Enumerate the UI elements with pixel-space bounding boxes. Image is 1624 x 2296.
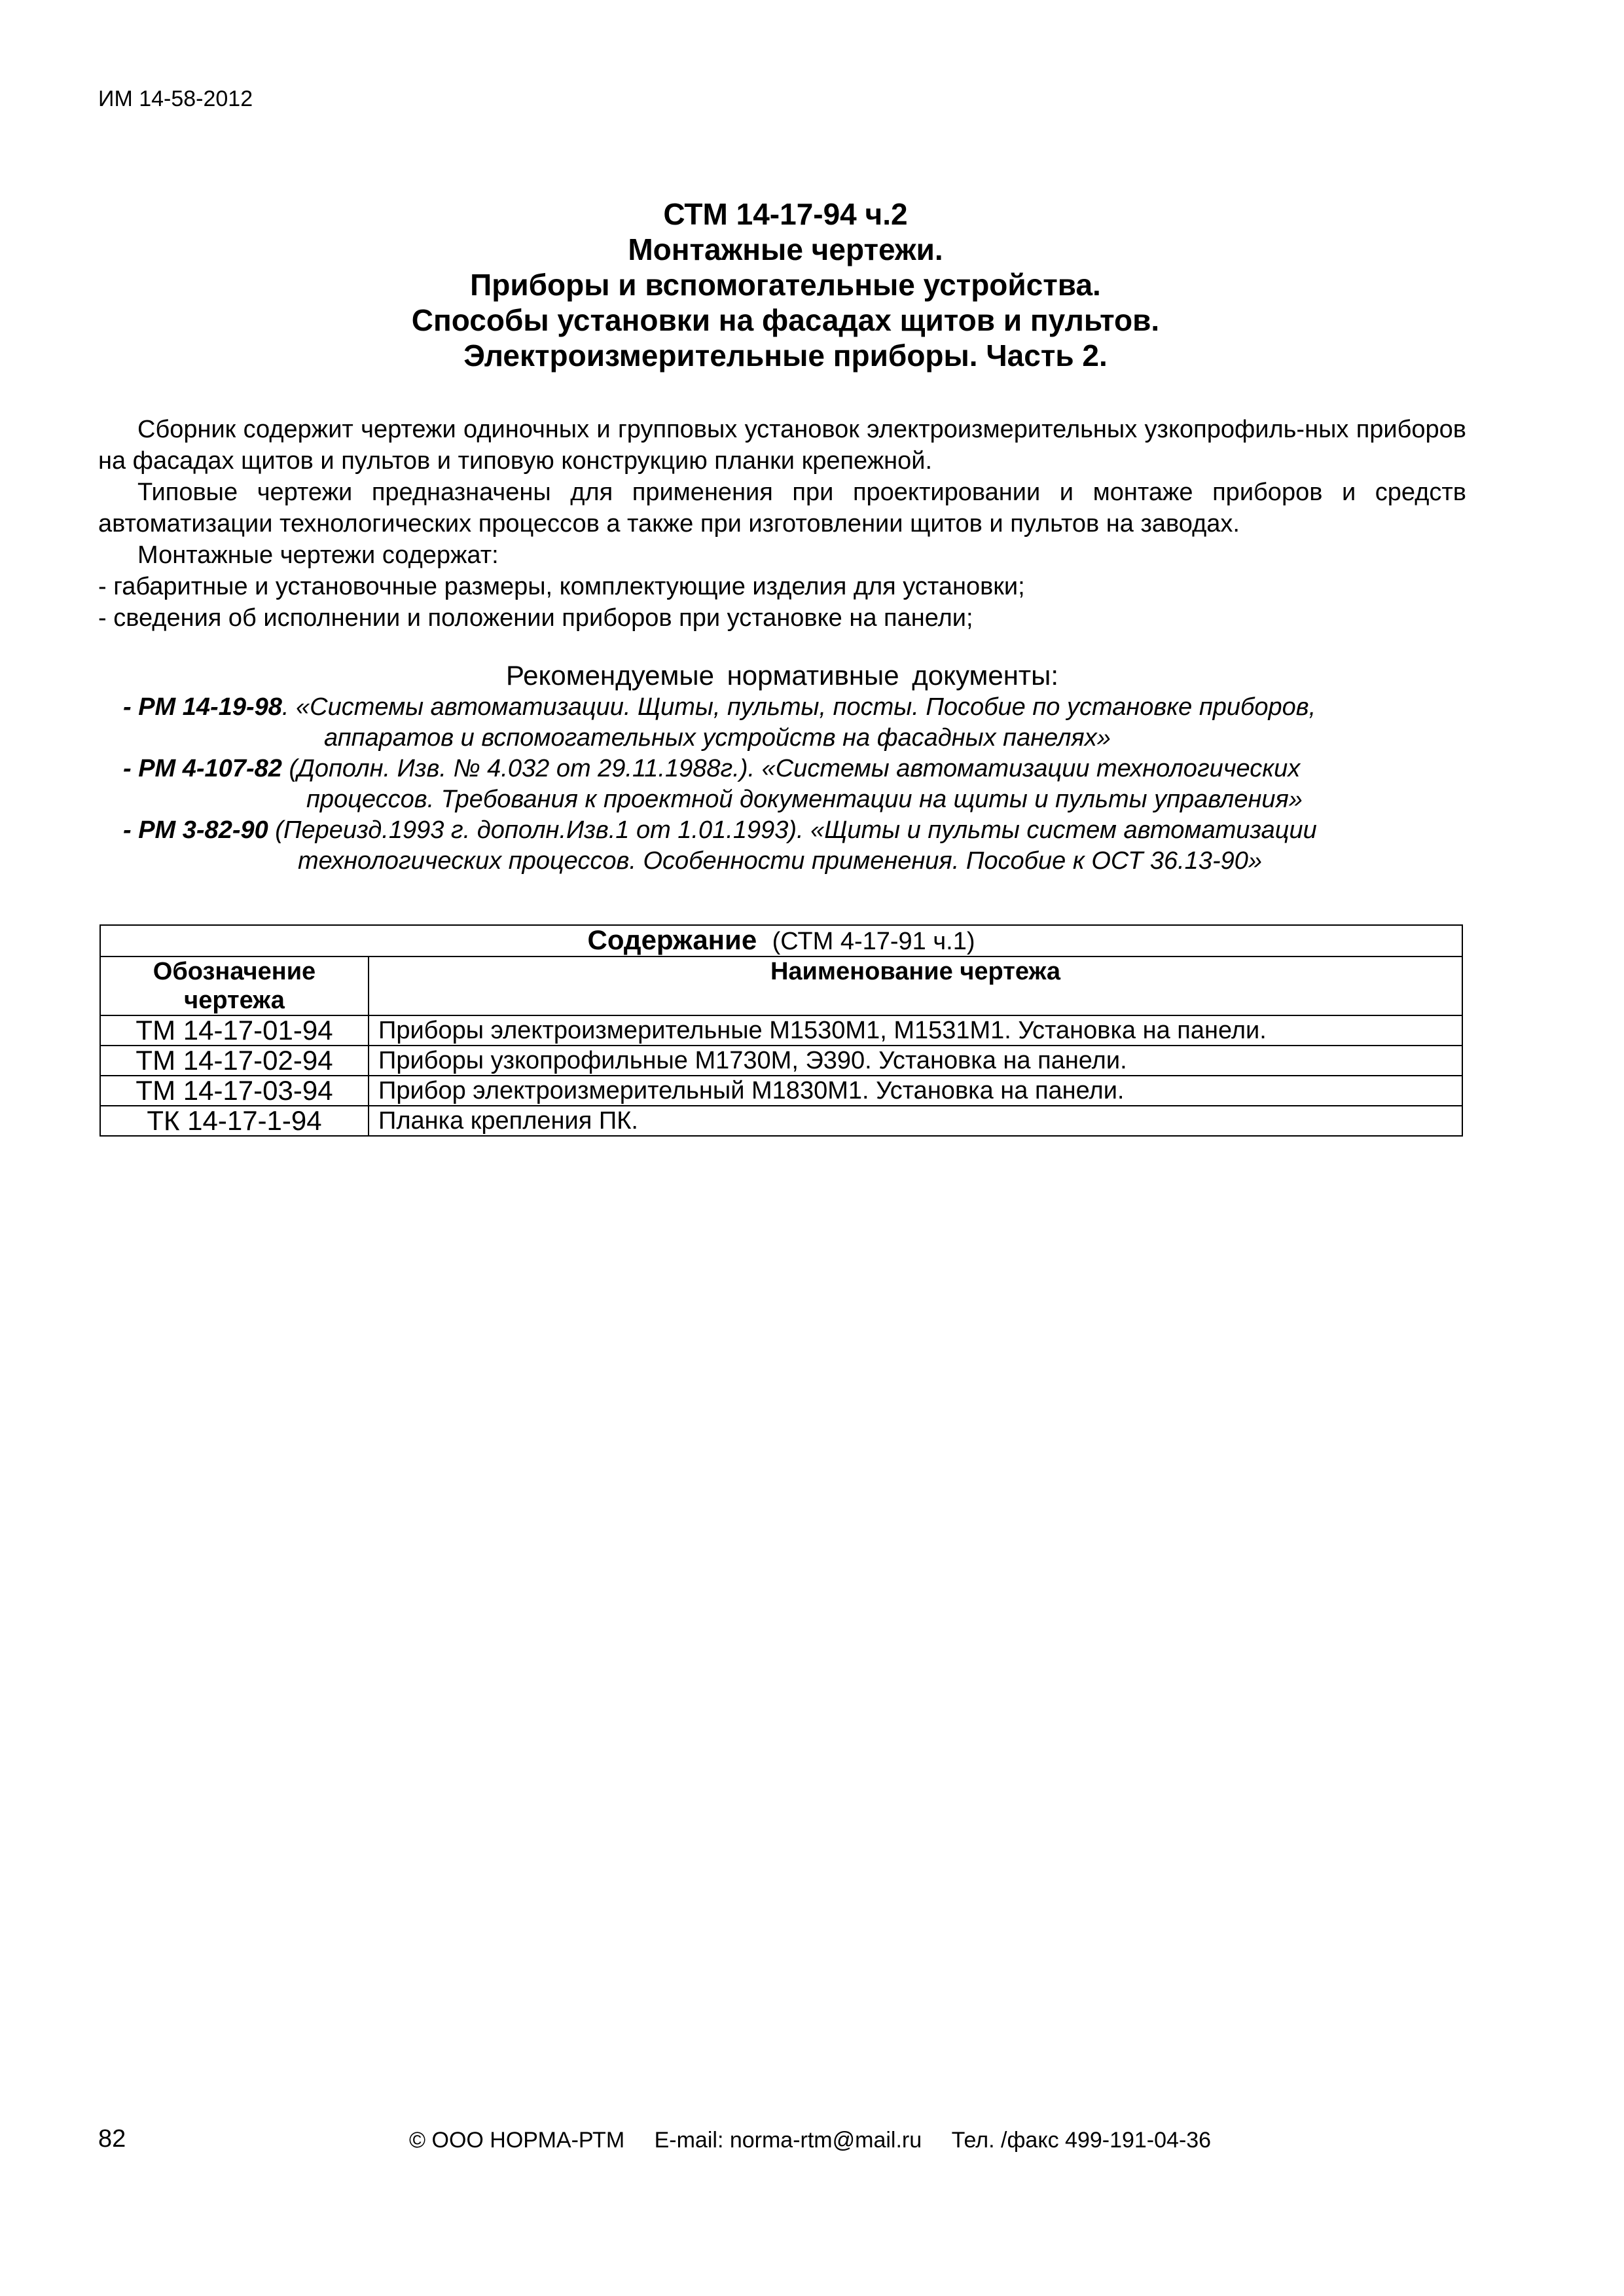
footer-phone: Тел. /факс 499-191-04-36 (951, 2128, 1212, 2153)
recommended-item (98, 692, 1466, 754)
column-header-name: Наименование чертежа (369, 957, 1462, 1015)
rec-note: (Дополн. Изв. № 4.032 от 29.11.1988г.). (281, 755, 762, 782)
footer-email: E-mail: norma-rtm@mail.ru (654, 2128, 922, 2153)
footer-company: © ООО НОРМА-РТМ (409, 2128, 625, 2153)
contents-caption (100, 925, 1462, 957)
title-line: Способы установки на фасадах щитов и пультов. (411, 303, 1160, 337)
contents-caption-note: (СТМ 4-17-91 ч.1) (772, 928, 975, 955)
recommended-item (98, 815, 1466, 877)
recommended-heading: Рекомендуемые нормативные документы: (505, 660, 1059, 691)
drawing-code: ТК 14-17-1-94 (100, 1106, 369, 1136)
contents-caption-title: Содержание (587, 924, 757, 955)
rec-text: «Щиты и пульты систем автоматизации (810, 816, 1317, 844)
rec-text: аппаратов и вспомогательных устройств на фасадных панелях» (324, 724, 1111, 752)
drawing-name: Прибор электроизмерительный М1830М1. Установка на панели. (369, 1076, 1462, 1106)
intro-paragraph: Монтажные чертежи содержат: (137, 541, 499, 569)
drawing-name: Приборы узкопрофильные М1730М, Э390. Установка на панели. (369, 1046, 1462, 1076)
rec-note: (Переизд.1993 г. дополн.Изв.1 от 1.01.1993). (268, 816, 811, 844)
drawing-code: ТМ 14-17-02-94 (100, 1046, 369, 1076)
rec-code: - РМ 3-82-90 (123, 816, 268, 844)
title-line: Приборы и вспомогательные устройства. (470, 268, 1101, 302)
drawing-code: ТМ 14-17-03-94 (100, 1076, 369, 1106)
intro-bullet: - габаритные и установочные размеры, комплектующие изделия для установки; (98, 573, 1025, 600)
drawing-name: Приборы электроизмерительные М1530М1, М1531М1. Установка на панели. (369, 1015, 1462, 1046)
recommended-item (98, 754, 1466, 815)
rec-note: . (281, 693, 297, 721)
rec-text: процессов. Требования к проектной документации на щиты и пульты управления» (306, 786, 1303, 813)
contents-table (99, 924, 1463, 1137)
table-row (100, 1076, 1462, 1106)
table-row (100, 1015, 1462, 1046)
rec-text: «Системы автоматизации технологических (761, 755, 1301, 782)
rec-text: технологических процессов. Особенности применения. Пособие к ОСТ 36.13-90» (298, 847, 1263, 875)
document-title (98, 196, 1473, 373)
intro-bullet: - сведения об исполнении и положении приборов при установке на панели; (98, 604, 973, 632)
page-number: 82 (98, 2125, 126, 2153)
footer (409, 2128, 1235, 2153)
document-code: ИМ 14-58-2012 (98, 86, 253, 111)
rec-code: - РМ 4-107-82 (123, 755, 282, 782)
title-line: Монтажные чертежи. (628, 232, 943, 266)
column-header-designation: Обозначение чертежа (100, 957, 369, 1015)
recommended-documents (98, 660, 1466, 877)
title-line: Электроизмерительные приборы. Часть 2. (463, 338, 1108, 373)
table-row (100, 1106, 1462, 1136)
drawing-name: Планка крепления ПК. (369, 1106, 1462, 1136)
title-line: СТМ 14-17-94 ч.2 (663, 197, 908, 231)
intro-paragraph: Типовые чертежи предназначены для применения при проектировании и монтаже приборов и средств автоматизации технологических процессов а также при изготовлении щитов и пультов на заводах. (98, 479, 1466, 538)
rec-text: «Системы автоматизации. Щиты, пульты, посты. Пособие по установке приборов, (296, 693, 1316, 721)
introduction (98, 414, 1466, 634)
intro-paragraph: Сборник содержит чертежи одиночных и групповых установок электроизмерительных узкопрофиль-ных приборов на фасадах щитов и пультов и типовую конструкцию планки крепежной. (98, 416, 1466, 475)
table-row (100, 1046, 1462, 1076)
drawing-code: ТМ 14-17-01-94 (100, 1015, 369, 1046)
rec-code: - РМ 14-19-98 (123, 693, 282, 721)
